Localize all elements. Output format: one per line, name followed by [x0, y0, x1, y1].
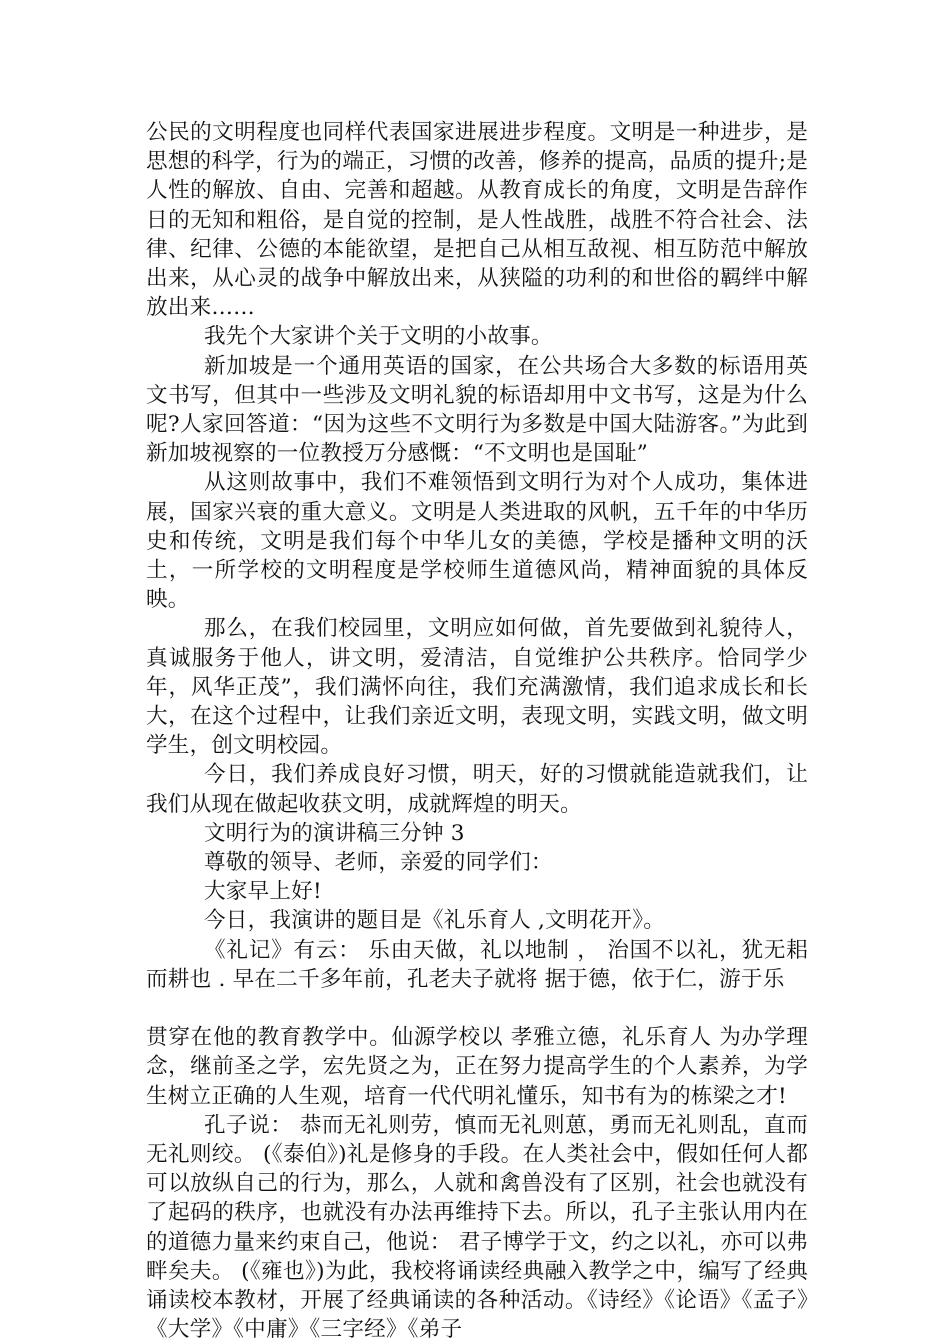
speech-greeting: 大家早上好! — [204, 879, 322, 905]
page-gap — [146, 994, 808, 1023]
document-page — [146, 118, 808, 1344]
paragraph-school-philosophy: 贯穿在他的教育教学中。仙源学校以 孝雅立德，礼乐育人 为办学理念，继前圣之学，宏先贤之为，正在努力提高学生的个人素养，为学生树立正确的人生观，培育一代代明礼懂乐，知书有为的栋梁之才! — [146, 1025, 808, 1109]
speech-title-3: 文明行为的演讲稿三分钟 3 — [204, 820, 465, 846]
paragraph-story-meaning: 从这则故事中，我们不难领悟到文明行为对个人成功，集体进展，国家兴衰的重大意义。文明是人类进取的风帆，五千年的中华历史和传统，文明是我们每个中华儿女的美德，学校是播种文明的沃土，一所学校的文明程度是学校师生道德风尚，精神面貌的具体反映。 — [146, 470, 808, 613]
paragraph-liji-quote: 《礼记》有云： 乐由天做，礼以地制 ， 治国不以礼，犹无耜而耕也 . 早在二千多年前，孔老夫子就将 据于德，依于仁，游于乐 — [146, 937, 808, 992]
paragraph-civilization-definition: 公民的文明程度也同样代表国家进展进步程度。文明是一种进步，是思想的科学，行为的端正，习惯的改善，修养的提高，品质的提升;是人性的解放、自由、完善和超越。从教育成长的角度，文明是告辞作日的无知和粗俗，是自觉的控制，是人性战胜，战胜不符合社会、法律、纪律、公德的本能欲望，是把自己从相互敌视、相互防范中解放出来，从心灵的战争中解放出来，从狭隘的功利的和世俗的羁绊中解放出来…… — [146, 120, 808, 321]
speech-topic: 今日，我演讲的题目是《礼乐育人 ,文明花开》。 — [204, 908, 665, 934]
paragraph-confucius-quote: 孔子说： 恭而无礼则劳，慎而无礼则葸，勇而无礼则乱，直而无礼则绞。 (《泰伯》)礼是修身的手段。在人类社会中，假如任何人都可以放纵自己的行为，那么，人就和禽兽没有了区别，社会也就没有了起码的秩序，也就没有办法再维持下去。所以，孔子主张认用内在的道德力量来约束自己，他说： 君子博学于文，约之以礼，亦可以弗畔矣夫。 (《雍也》)为此，我校将诵读经典融入教学之中，编写了经典诵读校本教材，开展了经典诵读的各种活动。《诗经》《论语》《孟子》《大学》《中庸》《三字经》《弟子 — [146, 1112, 808, 1343]
speech-salutation: 尊敬的领导、老师，亲爱的同学们： — [204, 850, 553, 876]
paragraph-campus-civility: 那么，在我们校园里，文明应如何做，首先要做到礼貌待人，真诚服务于他人，讲文明，爱清洁，自觉维护公共秩序。恰同学少年，风华正茂”，我们满怀向往，我们充满激情，我们追求成长和长大，在这个过程中，让我们亲近文明，表现文明，实践文明，做文明学生，创文明校园。 — [146, 616, 808, 759]
paragraph-singapore-story: 新加坡是一个通用英语的国家，在公共场合大多数的标语用英文书写，但其中一些涉及文明礼貌的标语却用中文书写，这是为什么呢?人家回答道：“因为这些不文明行为多数是中国大陆游客。”为此到新加坡视察的一位教授万分感慨：“不文明也是国耻” — [146, 353, 808, 467]
paragraph-story-intro: 我先个大家讲个关于文明的小故事。 — [204, 324, 553, 350]
paragraph-good-habits: 今日，我们养成良好习惯，明天，好的习惯就能造就我们，让我们从现在做起收获文明，成就辉煌的明天。 — [146, 762, 808, 817]
